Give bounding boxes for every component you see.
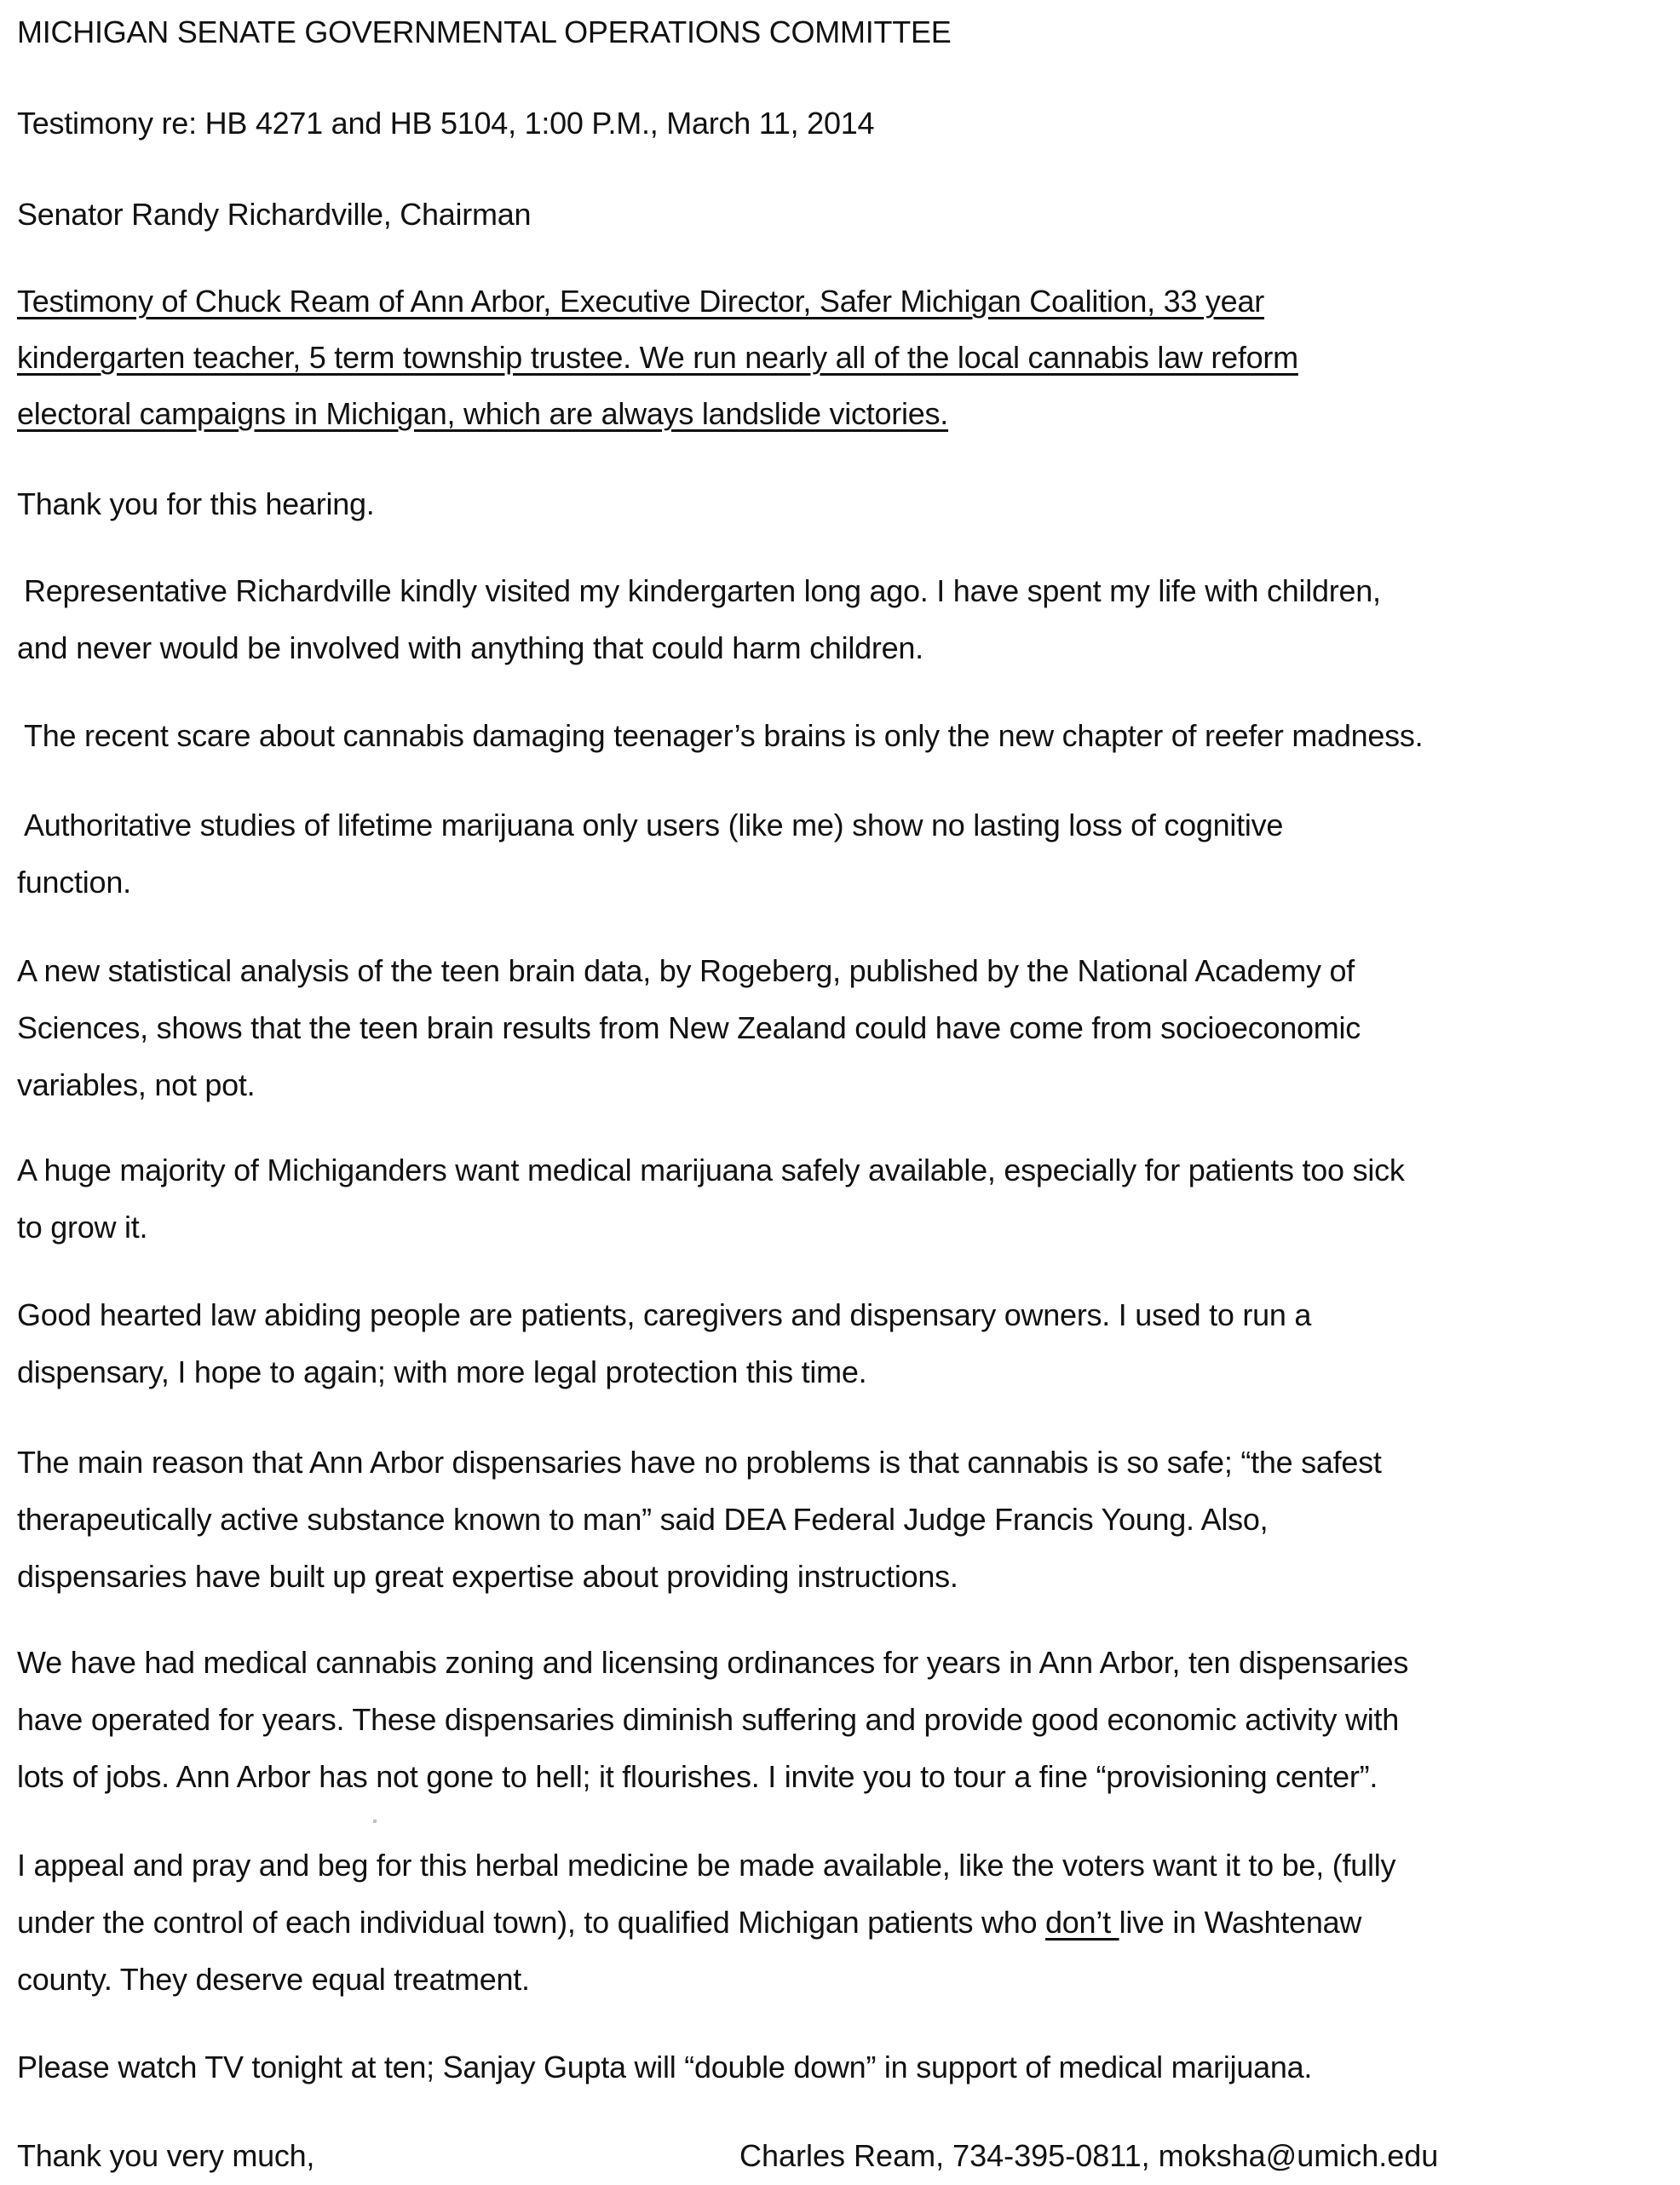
- paragraph-9-line-2: have operated for years. These dispensaries diminish suffering and provide good economic activity with: [17, 1702, 1400, 1737]
- paragraph-6-line-2: to grow it.: [17, 1210, 148, 1245]
- paragraph-7-line-2: dispensary, I hope to again; with more legal protection this time.: [17, 1354, 867, 1389]
- paragraph-11: Please watch TV tonight at ten; Sanjay Gupta will “double down” in support of medical marijuana.: [17, 2050, 1313, 2084]
- paragraph-10-line-2: [17, 1894, 1674, 1952]
- paragraph-3: The recent scare about cannabis damaging teenager’s brains is only the new chapter of reefer madness.: [24, 718, 1424, 753]
- paragraph-10-line-2-start: under the control of each individual town), to qualified Michigan patients who: [17, 1905, 1045, 1940]
- paragraph-9-line-3: lots of jobs. Ann Arbor has not gone to hell; it flourishes. I invite you to tour a fine “provisioning center”.: [17, 1759, 1378, 1794]
- paragraph-thanks-hearing: Thank you for this hearing.: [17, 486, 375, 521]
- paragraph-2-line-1: Representative Richardville kindly visited my kindergarten long ago. I have spent my life with children,: [24, 573, 1381, 608]
- paragraph-8-line-1: The main reason that Ann Arbor dispensaries have no problems is that cannabis is so safe; “the safest: [17, 1445, 1382, 1480]
- intro-line-1: Testimony of Chuck Ream of Ann Arbor, Executive Director, Safer Michigan Coalition, 33 year: [17, 284, 1264, 319]
- intro-line-2: kindergarten teacher, 5 term township trustee. We run nearly all of the local cannabis law reform: [17, 340, 1298, 375]
- closing-thanks: Thank you very much,: [17, 2138, 315, 2173]
- paragraph-8-line-3: dispensaries have built up great expertise about providing instructions.: [17, 1559, 958, 1594]
- paragraph-4-line-2: function.: [17, 865, 131, 900]
- paragraph-2-line-2: and never would be involved with anything that could harm children.: [17, 630, 923, 665]
- intro-line-3: electoral campaigns in Michigan, which are always landslide victories.: [17, 396, 949, 431]
- paragraph-4-line-1: Authoritative studies of lifetime marijuana only users (like me) show no lasting loss of cognitive: [24, 808, 1284, 842]
- dont-emphasis: don’t: [1045, 1905, 1119, 1940]
- paragraph-10-line-3: county. They deserve equal treatment.: [17, 1962, 530, 1997]
- paragraph-6-line-1: A huge majority of Michiganders want medical marijuana safely available, especially for patients too sick: [17, 1153, 1405, 1187]
- paragraph-8-line-2: therapeutically active substance known to man” said DEA Federal Judge Francis Young. Also,: [17, 1502, 1269, 1537]
- testimony-reference: Testimony re: HB 4271 and HB 5104, 1:00 P.M., March 11, 2014: [17, 106, 875, 141]
- chairman-line: Senator Randy Richardville, Chairman: [17, 197, 532, 232]
- paragraph-5-line-2: Sciences, shows that the teen brain results from New Zealand could have come from socioeconomic: [17, 1010, 1361, 1045]
- paragraph-10-line-1: I appeal and pray and beg for this herbal medicine be made available, like the voters want it to be, (fully: [17, 1848, 1396, 1883]
- scan-speck: [373, 1820, 377, 1823]
- paragraph-5-line-1: A new statistical analysis of the teen brain data, by Rogeberg, published by the National Academy of: [17, 953, 1355, 988]
- paragraph-5-line-3: variables, not pot.: [17, 1067, 256, 1102]
- paragraph-9-line-1: We have had medical cannabis zoning and licensing ordinances for years in Ann Arbor, ten dispensaries: [17, 1645, 1409, 1680]
- paragraph-7-line-1: Good hearted law abiding people are patients, caregivers and dispensary owners. I used to run a: [17, 1297, 1312, 1332]
- signature-contact: Charles Ream, 734-395-0811, moksha@umich.edu: [739, 2138, 1439, 2173]
- committee-title: MICHIGAN SENATE GOVERNMENTAL OPERATIONS COMMITTEE: [17, 14, 952, 49]
- paragraph-10-line-2-end: live in Washtenaw: [1119, 1905, 1362, 1940]
